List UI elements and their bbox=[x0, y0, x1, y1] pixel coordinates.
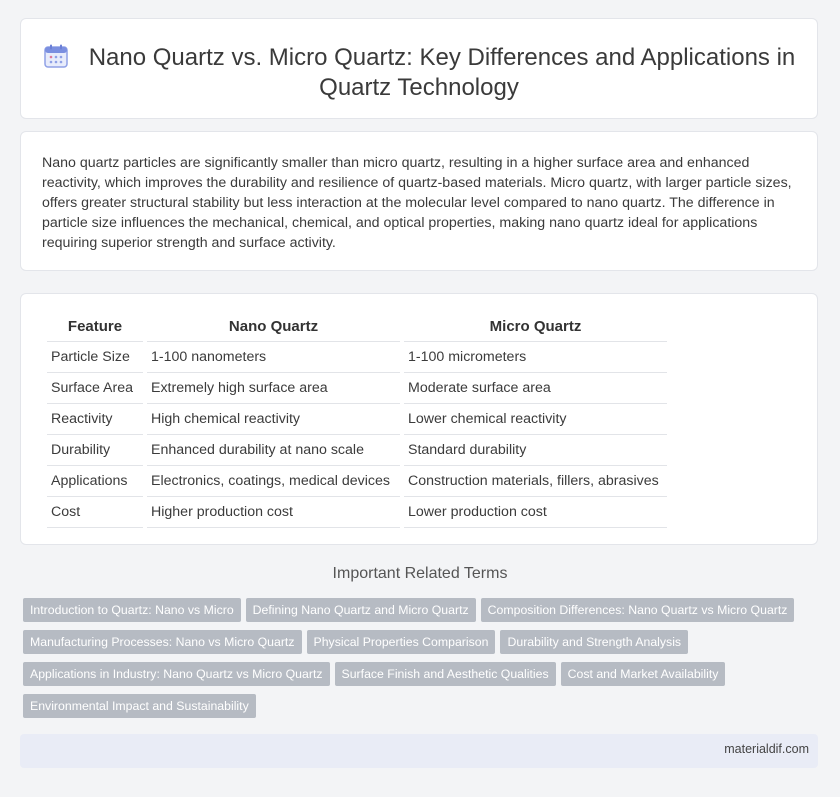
related-term-tag[interactable]: Composition Differences: Nano Quartz vs Micro Quartz bbox=[481, 598, 795, 622]
related-term-tag[interactable]: Durability and Strength Analysis bbox=[500, 630, 688, 654]
related-terms-title: Important Related Terms bbox=[332, 565, 508, 582]
table-cell: Enhanced durability at nano scale bbox=[147, 435, 400, 466]
table-cell: Standard durability bbox=[404, 435, 667, 466]
header-nano-quartz: Nano Quartz bbox=[147, 311, 400, 342]
table-cell: Electronics, coatings, medical devices bbox=[147, 466, 400, 497]
footer bbox=[20, 734, 818, 768]
related-terms-list bbox=[23, 598, 813, 726]
related-term-tag[interactable]: Applications in Industry: Nano Quartz vs Micro Quartz bbox=[23, 662, 330, 686]
related-term-tag[interactable]: Environmental Impact and Sustainability bbox=[23, 694, 256, 718]
related-term-tag[interactable]: Manufacturing Processes: Nano vs Micro Quartz bbox=[23, 630, 302, 654]
header-micro-quartz: Micro Quartz bbox=[404, 311, 667, 342]
comparison-table-card bbox=[20, 293, 818, 545]
table-cell: Construction materials, fillers, abrasives bbox=[404, 466, 667, 497]
table-row bbox=[47, 466, 667, 497]
table-cell: Higher production cost bbox=[147, 497, 400, 528]
table-cell: Moderate surface area bbox=[404, 373, 667, 404]
table-cell: Reactivity bbox=[47, 404, 143, 435]
footer-site-link[interactable]: materialdif.com bbox=[724, 742, 809, 756]
header-feature: Feature bbox=[47, 311, 143, 342]
table-cell: 1-100 micrometers bbox=[404, 342, 667, 373]
table-cell: Particle Size bbox=[47, 342, 143, 373]
table-row bbox=[47, 435, 667, 466]
header-card bbox=[20, 18, 818, 119]
table-row bbox=[47, 342, 667, 373]
table-cell: Lower production cost bbox=[404, 497, 667, 528]
calendar-icon bbox=[43, 43, 69, 69]
page-title-wrap bbox=[21, 43, 817, 103]
table-cell: High chemical reactivity bbox=[147, 404, 400, 435]
summary-text: Nano quartz particles are significantly smaller than micro quartz, resulting in a higher surface area and enhanced reactivity, which improves the durability and resilience of quartz-based materials. Micro quartz, with larger particle sizes, offers greater structural stability but less interaction at the molecular level compared to nano quartz. The difference in particle size influences the mechanical, chemical, and optical properties, making nano quartz ideal for applications requiring superior strength and surface activity. bbox=[42, 155, 792, 251]
page-title: Nano Quartz vs. Micro Quartz: Key Differences and Applications in Quartz Technology bbox=[88, 44, 796, 101]
related-term-tag[interactable]: Introduction to Quartz: Nano vs Micro bbox=[23, 598, 241, 622]
related-term-tag[interactable]: Surface Finish and Aesthetic Qualities bbox=[335, 662, 556, 686]
table-row bbox=[47, 497, 667, 528]
table-row bbox=[47, 404, 667, 435]
table-cell: 1-100 nanometers bbox=[147, 342, 400, 373]
table-cell: Durability bbox=[47, 435, 143, 466]
summary-card bbox=[20, 131, 818, 271]
related-term-tag[interactable]: Defining Nano Quartz and Micro Quartz bbox=[246, 598, 476, 622]
table-cell: Cost bbox=[47, 497, 143, 528]
table-row bbox=[47, 373, 667, 404]
table-cell: Surface Area bbox=[47, 373, 143, 404]
table-cell: Lower chemical reactivity bbox=[404, 404, 667, 435]
related-term-tag[interactable]: Physical Properties Comparison bbox=[307, 630, 496, 654]
related-term-tag[interactable]: Cost and Market Availability bbox=[561, 662, 726, 686]
table-cell: Extremely high surface area bbox=[147, 373, 400, 404]
table-header-row bbox=[47, 311, 667, 342]
table-cell: Applications bbox=[47, 466, 143, 497]
comparison-table bbox=[43, 311, 671, 528]
